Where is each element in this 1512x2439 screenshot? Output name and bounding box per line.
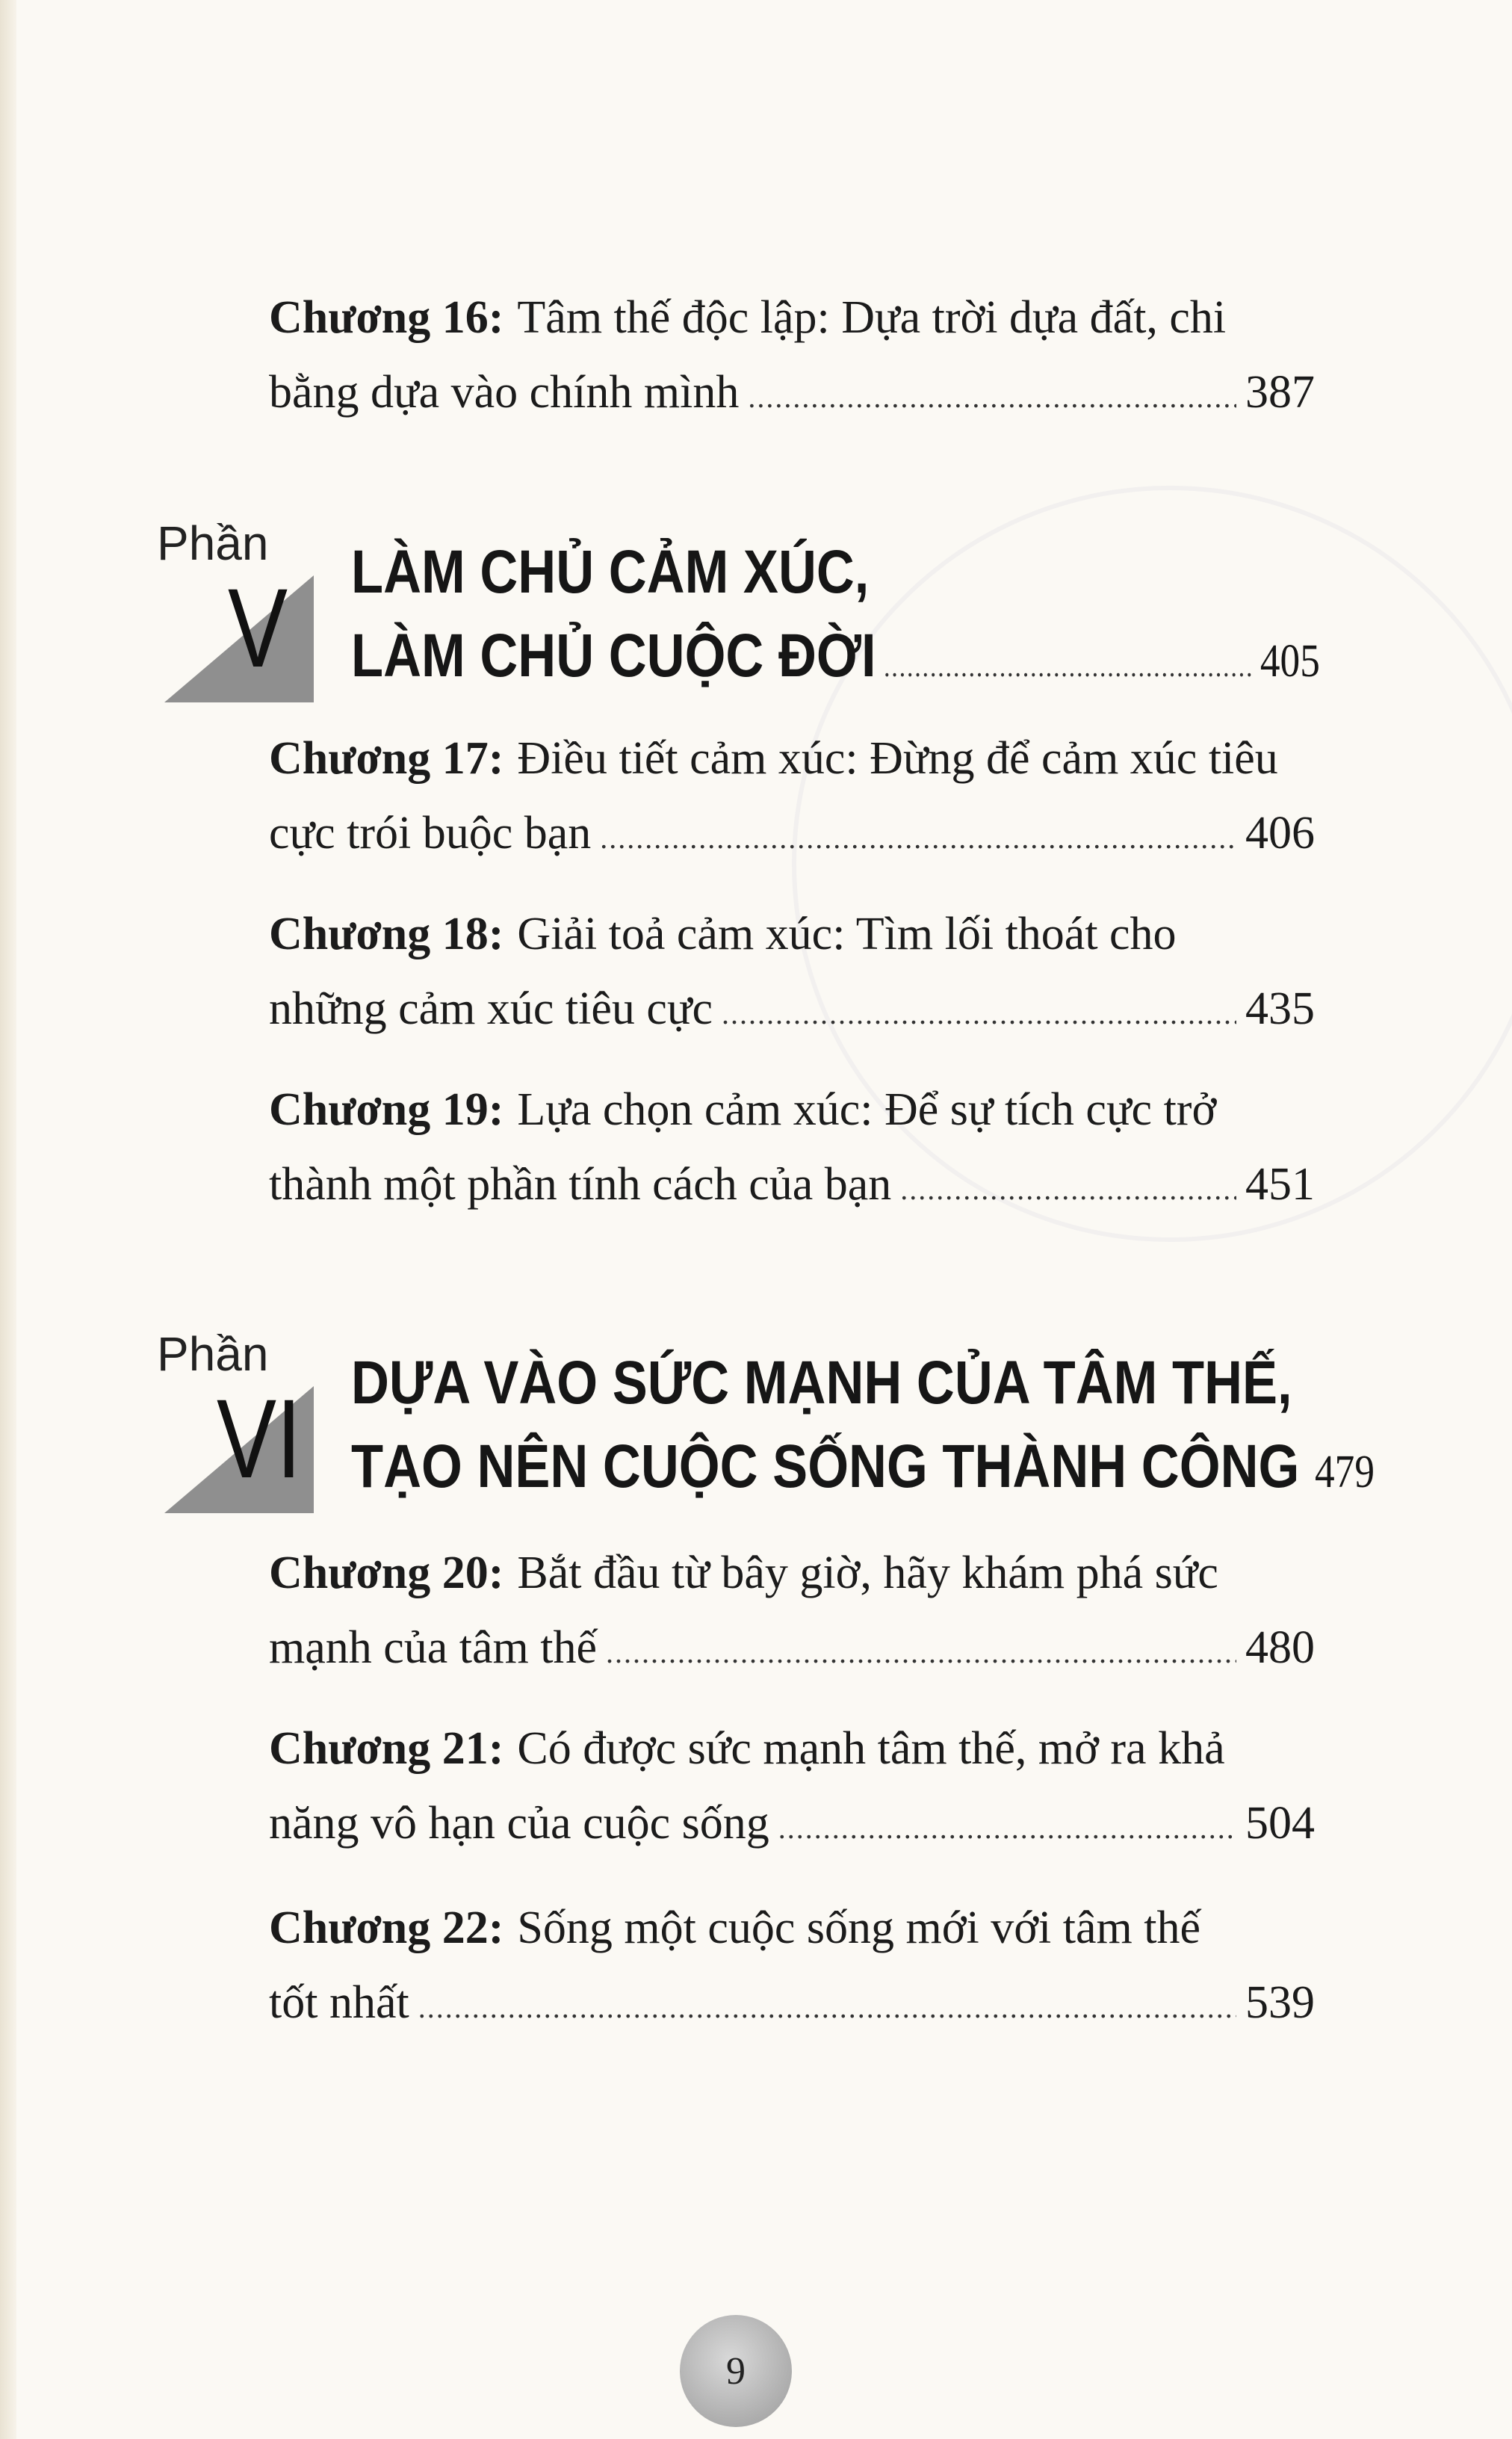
page-number: 406 xyxy=(1245,808,1315,859)
chapter-label: Chương 16: xyxy=(269,292,504,343)
chapter-label: Chương 19: xyxy=(269,1084,504,1135)
page-number: 405 xyxy=(1260,636,1320,687)
chapter-label: Chương 22: xyxy=(269,1902,504,1953)
toc-entry-chapter-19[interactable] xyxy=(269,1072,1315,1227)
leader-dots xyxy=(900,1152,1236,1227)
page-folio-badge: 9 xyxy=(680,2315,792,2427)
toc-entry-chapter-21[interactable] xyxy=(269,1711,1315,1866)
chapter-title-line2: tốt nhất xyxy=(269,1977,409,2028)
part-heading-v[interactable] xyxy=(157,516,1322,710)
leader-dots xyxy=(600,801,1236,876)
chapter-title-line2: mạnh của tâm thế xyxy=(269,1622,597,1673)
leader-dots xyxy=(884,625,1253,708)
chapter-title-line1: Điều tiết cảm xúc: Đừng để cảm xúc tiêu xyxy=(517,733,1278,784)
page-edge xyxy=(0,0,16,2439)
chapter-title-line2: thành một phần tính cách của bạn xyxy=(269,1159,892,1210)
chapter-title-line1: Bắt đầu từ bây giờ, hãy khám phá sức xyxy=(517,1548,1218,1598)
page-number: 451 xyxy=(1245,1159,1315,1210)
part-title-line1: DỰA VÀO SỨC MẠNH CỦA TÂM THẾ, xyxy=(351,1349,1292,1417)
part-roman-numeral: VI xyxy=(217,1376,302,1501)
leader-dots xyxy=(748,360,1236,435)
toc-entry-chapter-18[interactable] xyxy=(269,897,1315,1051)
chapter-title-line2: năng vô hạn của cuộc sống xyxy=(269,1798,769,1849)
leader-dots xyxy=(418,1970,1236,2045)
part-title-line2: TẠO NÊN CUỘC SỐNG THÀNH CÔNG xyxy=(351,1432,1300,1500)
chapter-title-line1: Lựa chọn cảm xúc: Để sự tích cực trở xyxy=(517,1084,1217,1135)
page-number: 435 xyxy=(1245,983,1315,1034)
page-number: 539 xyxy=(1245,1977,1315,2028)
chapter-title-line1: Sống một cuộc sống mới với tâm thế xyxy=(517,1902,1200,1953)
chapter-title-line1: Tâm thế độc lập: Dựa trời dựa đất, chi xyxy=(517,292,1227,343)
part-heading-vi[interactable] xyxy=(157,1326,1375,1521)
chapter-title-line2: cực trói buộc bạn xyxy=(269,808,592,859)
chapter-title-line1: Giải toả cảm xúc: Tìm lối thoát cho xyxy=(517,909,1177,959)
leader-dots xyxy=(606,1616,1236,1690)
chapter-label: Chương 20: xyxy=(269,1548,504,1598)
leader-dots xyxy=(778,1791,1236,1866)
toc-entry-chapter-17[interactable] xyxy=(269,721,1315,876)
chapter-label: Chương 18: xyxy=(269,909,504,959)
chapter-label: Chương 21: xyxy=(269,1723,504,1774)
chapter-title-line1: Có được sức mạnh tâm thế, mở ra khả xyxy=(517,1723,1225,1774)
part-roman-numeral: V xyxy=(228,565,288,690)
page-number: 479 xyxy=(1315,1447,1375,1497)
chapter-title-line2: bằng dựa vào chính mình xyxy=(269,367,740,418)
page-number: 504 xyxy=(1245,1798,1315,1849)
chapter-label: Chương 17: xyxy=(269,733,504,784)
toc-entry-chapter-16[interactable] xyxy=(269,280,1315,435)
page-number: 480 xyxy=(1245,1622,1315,1673)
part-title-line1: LÀM CHỦ CẢM XÚC, xyxy=(351,538,870,606)
toc-entry-chapter-20[interactable] xyxy=(269,1536,1315,1690)
part-word: Phần xyxy=(157,516,269,570)
part-title-line2: LÀM CHỦ CUỘC ĐỜI xyxy=(351,622,876,690)
leader-dots xyxy=(722,977,1236,1051)
page-number: 387 xyxy=(1245,367,1315,418)
toc-entry-chapter-22[interactable] xyxy=(269,1891,1315,2045)
part-word: Phần xyxy=(157,1327,269,1381)
chapter-title-line2: những cảm xúc tiêu cực xyxy=(269,983,713,1034)
